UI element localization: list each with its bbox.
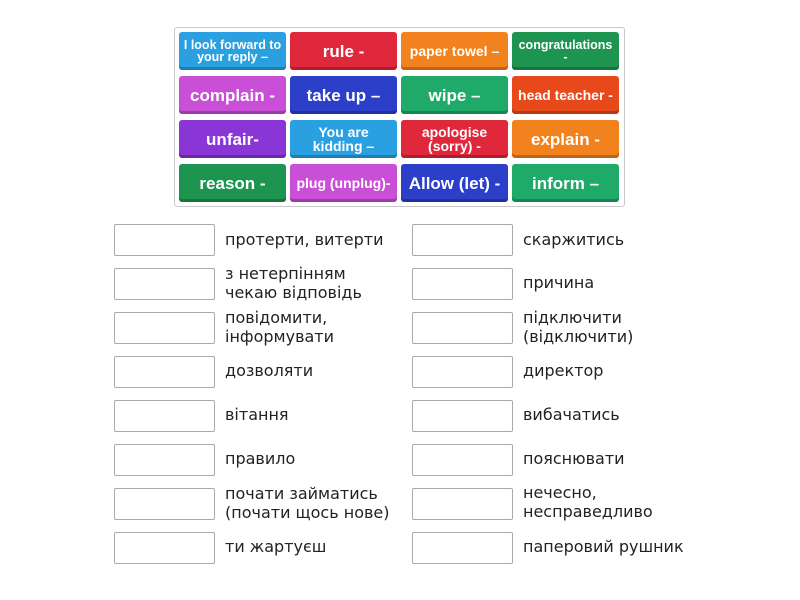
tile-head-teacher[interactable] [512, 76, 619, 114]
tile-label: Allow (let) - [408, 173, 501, 193]
answer-drop-box[interactable] [412, 532, 513, 564]
definition-text: вітання [225, 405, 289, 424]
tile-label: congratulations - [518, 37, 613, 64]
tile-congratulations[interactable] [512, 32, 619, 70]
tile-reason[interactable] [179, 164, 286, 202]
definition-text: дозволяти [225, 361, 314, 380]
tile-label: inform – [531, 173, 600, 193]
definition-text: директор [523, 361, 604, 380]
tile-label: wipe – [428, 85, 481, 105]
tile-wipe[interactable] [401, 76, 508, 114]
answer-drop-box[interactable] [114, 268, 215, 300]
answer-drop-box[interactable] [412, 444, 513, 476]
answer-drop-box[interactable] [412, 488, 513, 520]
definition-text: підключити (відключити) [523, 308, 634, 346]
answer-drop-box[interactable] [114, 356, 215, 388]
tile-allow[interactable] [401, 164, 508, 202]
tile-label: head teacher - [518, 87, 613, 103]
definition-text: з нетерпінням чекаю відповідь [225, 264, 362, 302]
answer-drop-box[interactable] [114, 400, 215, 432]
answer-drop-box[interactable] [114, 224, 215, 256]
definition-text: паперовий рушник [523, 537, 684, 556]
tile-label: plug (unplug)- [296, 175, 391, 191]
tile-label: reason - [199, 173, 266, 193]
tile-label: rule - [322, 41, 365, 61]
tile-unfair[interactable] [179, 120, 286, 158]
tile-inform[interactable] [512, 164, 619, 202]
tile-label: apologise (sorry) - [421, 124, 488, 154]
answer-drop-box[interactable] [412, 268, 513, 300]
tile-label: complain - [189, 85, 275, 105]
answer-drop-box[interactable] [412, 224, 513, 256]
answer-drop-box[interactable] [412, 312, 513, 344]
tile-label: unfair- [206, 129, 259, 149]
definition-text: причина [523, 273, 595, 292]
definition-text: ти жартуєш [225, 537, 327, 556]
definition-text: протерти, витерти [225, 230, 384, 249]
answer-drop-box[interactable] [114, 532, 215, 564]
tile-take-up[interactable] [290, 76, 397, 114]
tile-apologise[interactable] [401, 120, 508, 158]
answer-drop-box[interactable] [412, 400, 513, 432]
definition-text: почати займатись (почати щось нове) [225, 484, 390, 522]
answer-drop-box[interactable] [114, 444, 215, 476]
definition-text: нечесно, несправедливо [523, 483, 653, 521]
answer-drop-box[interactable] [412, 356, 513, 388]
definition-text: вибачатись [523, 405, 620, 424]
definition-text: правило [225, 449, 296, 468]
tile-label: take up – [306, 85, 381, 105]
definition-text: скаржитись [523, 230, 625, 249]
tile-explain[interactable] [512, 120, 619, 158]
answer-drop-box[interactable] [114, 312, 215, 344]
tile-plug[interactable] [290, 164, 397, 202]
tile-you-are-kidding[interactable] [290, 120, 397, 158]
definition-text: повідомити, інформувати [225, 308, 335, 346]
answer-drop-box[interactable] [114, 488, 215, 520]
tile-rule[interactable] [290, 32, 397, 70]
tile-look-forward[interactable] [179, 32, 286, 70]
definition-text: пояснювати [523, 449, 625, 468]
tile-label: You are kidding – [312, 124, 375, 154]
word-tile-bank [174, 27, 625, 207]
tile-label: paper towel – [409, 43, 500, 59]
tile-paper-towel[interactable] [401, 32, 508, 70]
tile-complain[interactable] [179, 76, 286, 114]
tile-label: I look forward to your reply – [183, 37, 282, 64]
tile-label: explain - [531, 129, 600, 149]
